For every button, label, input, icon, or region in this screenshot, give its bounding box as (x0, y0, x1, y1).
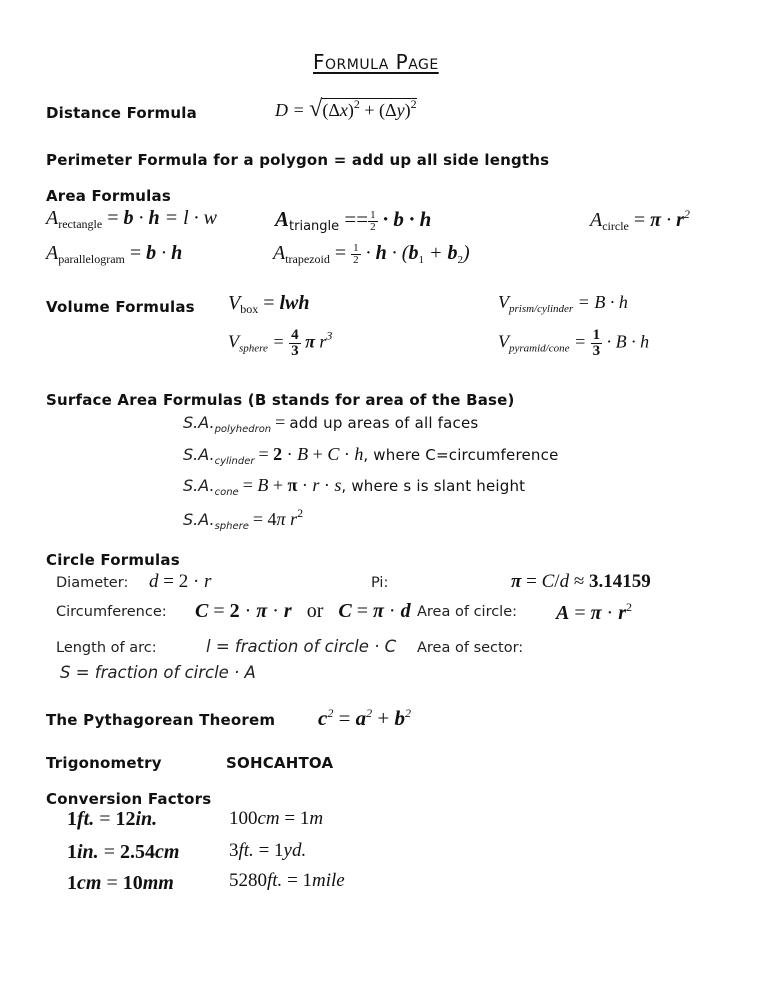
conversion-ft-mile: 5280ft. = 1mile (229, 870, 345, 891)
conversion-cm-m: 100cm = 1m (229, 808, 324, 829)
trig-value: SOHCAHTOA (226, 754, 334, 772)
volume-box-formula: $V_{box}$ = lwh (228, 292, 310, 316)
sa-cone-formula: $S.A._{cone} = B + \pi \cdot r \cdot s$, where s is slant height (183, 475, 526, 498)
diameter-label: Diameter: (56, 575, 129, 591)
distance-label: Distance Formula (46, 104, 197, 122)
perimeter-label: Perimeter Formula for a polygon = add up all side lengths (46, 151, 550, 169)
page-title: Formula Page (313, 50, 439, 74)
arc-length-formula: l = fraction of circle · C (206, 637, 397, 656)
area-triangle-formula: $A_{triangle}$ == $\frac{1}{2}$ · b · h (275, 207, 432, 234)
area-label: Area Formulas (46, 187, 171, 205)
circle-label: Circle Formulas (46, 551, 180, 569)
volume-label: Volume Formulas (46, 298, 195, 316)
volume-pyramid-formula: $V_{pyramid/cone}$ = $\frac{1}{3}$ · B · h (498, 327, 650, 359)
area-of-sector-formula: S = fraction of circle · A (60, 663, 256, 682)
area-circle-formula: $A_{circle} = \pi \cdot r^2$ (590, 207, 690, 233)
area-trapezoid-formula: $A_{trapezoid}$ = $\frac{1}{2}$ · $h \cdot (b_1 + b_2)$ (273, 241, 470, 266)
conversion-ft-yd: 3ft. = 1yd. (229, 840, 307, 861)
or-text: or (306, 600, 324, 622)
area-of-circle-label: Area of circle: (417, 604, 518, 620)
sa-sphere-formula: $S.A._{sphere} = 4\pi$ $r^2$ (183, 506, 304, 532)
sa-cylinder-formula: $S.A._{cylinder} = 2 \cdot B + C \cdot h$, where C=circumference (183, 444, 559, 467)
sa-cylinder-text: , where C=circumference (363, 446, 559, 464)
sa-polyhedron-text: add up areas of all faces (289, 414, 479, 432)
pi-formula: π = C/d ≈ 3.14159 (511, 571, 651, 592)
surface-area-label: Surface Area Formulas (B stands for area of the Base) (46, 391, 515, 409)
conversion-in-cm: 1in. = 2.54cm (67, 841, 180, 863)
circumference-label: Circumference: (56, 604, 167, 620)
conversion-label: Conversion Factors (46, 790, 212, 808)
diameter-formula: d = 2 · r (149, 571, 212, 592)
pythagorean-formula: $c^2 = a^2 + b^2$ (318, 706, 412, 730)
trig-label: Trigonometry (46, 754, 162, 772)
pythagorean-label: The Pythagorean Theorem (46, 711, 276, 729)
arc-length-label: Length of arc: (56, 640, 157, 656)
sa-cone-text: , where s is slant height (341, 477, 526, 495)
pi-label: Pi: (371, 575, 389, 591)
sa-polyhedron-formula: $S.A._{polyhedron}$ = add up areas of all faces (183, 412, 479, 435)
volume-sphere-formula: $V_{sphere}$ = $\frac{4}{3}$ π $r^3$ (228, 327, 333, 359)
area-of-circle-formula: $A = \pi \cdot r^2$ (556, 600, 633, 624)
area-of-sector-label: Area of sector: (417, 640, 524, 656)
pi-value: 3.14159 (589, 571, 651, 592)
area-rectangle-formula: $A_{rectangle} = b \cdot h = l \cdot w$ (46, 207, 217, 231)
circumference-formula: C = 2 · π · r or C = π · d (195, 600, 411, 622)
conversion-cm-mm: 1cm = 10mm (67, 872, 174, 894)
conversion-ft-in: 1ft. = 12in. (67, 808, 158, 830)
volume-prism-formula: $V_{prism/cylinder} = B \cdot h$ (498, 292, 628, 315)
distance-formula: $D = √(\Delta x)^2 + (\Delta y)^2$ (275, 96, 417, 122)
area-parallelogram-formula: $A_{parallelogram} = b \cdot h$ (46, 242, 183, 266)
